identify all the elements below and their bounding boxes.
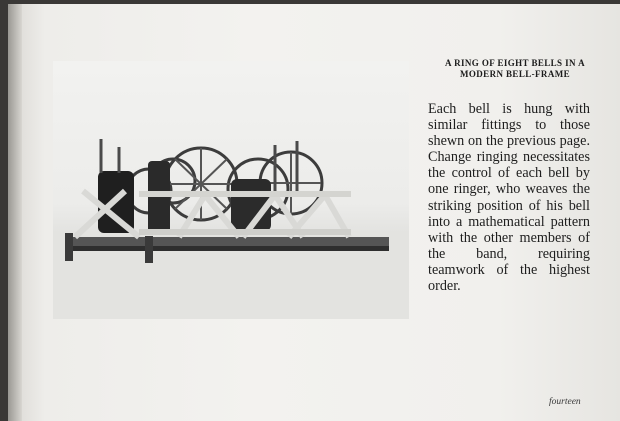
caption-body: Each bell is hung with similar fittings to those shewn on the previous page. Change ringing necessitates the control of each bell by one ringer, who weaves the striking position of his bell into a mathematical pattern with the other members of the band, requiring teamwork of the highest order. — [428, 101, 590, 295]
caption-heading: A RING OF EIGHT BELLS IN A MODERN BELL-FRAME — [445, 58, 585, 79]
book-page — [8, 4, 620, 421]
page-number: fourteen — [549, 397, 581, 407]
page-gutter — [8, 4, 22, 421]
bell-frame-photo — [53, 61, 409, 319]
bell-frame-illustration — [53, 61, 409, 319]
